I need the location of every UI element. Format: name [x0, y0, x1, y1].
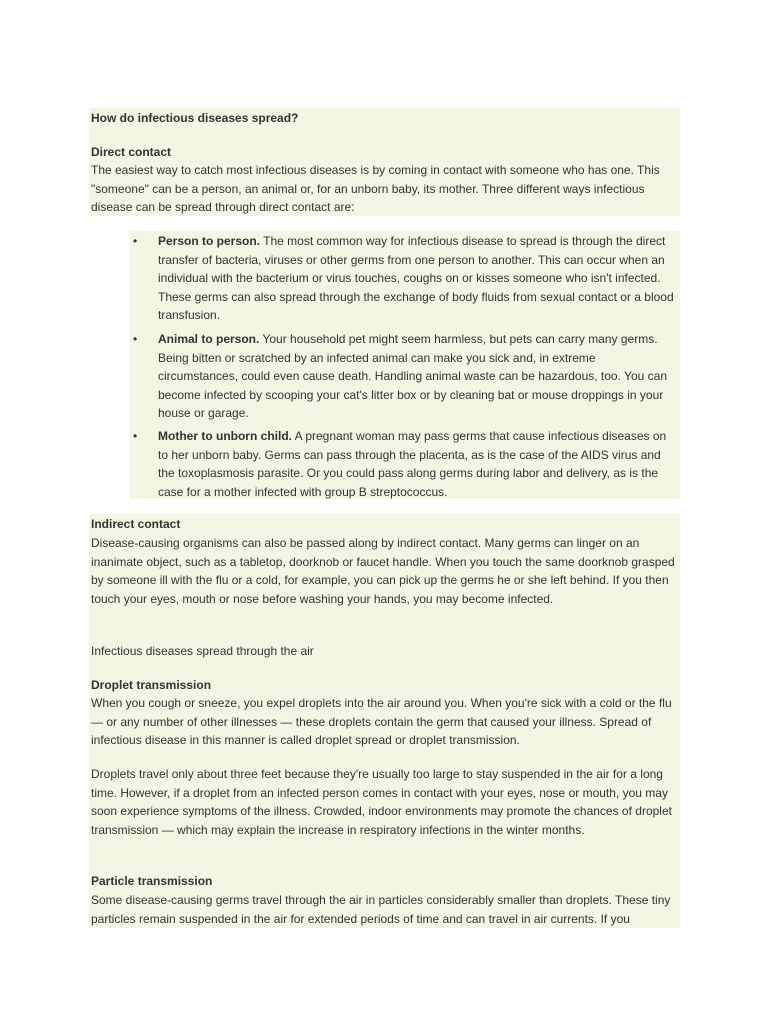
list-item-lead: Animal to person.	[158, 331, 260, 346]
list-item-text: The most common way for infectious disease to spread is through the direct transfer of bacteria, viruses or other germs from one person to another. This can occur when an individual with the bacterium or virus touches, coughs on or kisses someone who isn't infected. These germs can also spread through the exchange of body fluids from sexual contact or a blood transfusion.	[158, 234, 674, 323]
bullet-icon: •	[133, 331, 138, 346]
paragraph-indirect-contact: Disease-causing organisms can also be passed along by indirect contact. Many germs can linger on an inanimate object, such as a tabletop, doorknob or faucet handle. When you touch the same doorknob grasped by someone ill with the flu or a cold, for example, you can pick up the germs he or she left behind. If you then touch your eyes, mouth or nose before washing your hands, you may become infected.	[91, 536, 675, 606]
paragraph-droplet-1: When you cough or sneeze, you expel droplets into the air around you. When you're sick with a cold or the flu — or any number of other illnesses — these droplets contain the germ that caused your illness. Spread of infectious disease in this manner is called droplet spread or droplet transmission.	[91, 696, 672, 748]
heading-droplet-transmission: Droplet transmission	[91, 678, 212, 692]
list-item-text: A pregnant woman may pass germs that cause infectious diseases on to her unborn baby. Germs can pass through the placenta, as is the case of the AIDS virus and the toxoplasmosis parasite. Or you could pass along germs during labor and delivery, as is the case for a mother infected with group B streptococcus.	[158, 428, 667, 499]
list-item-text: Your household pet might seem harmless, but pets can carry many germs. Being bitten or scratched by an infected animal can make you sick and, in extreme circumstances, could even cause death. Handling animal waste can be hazardous, too. You can become infected by scooping your cat's litter box or by cleaning bat or mouse droppings in your house or garage.	[158, 331, 667, 421]
paragraph-droplet-2: Droplets travel only about three feet because they're usually too large to stay suspended in the air for a long time. However, if a droplet from an infected person comes in contact with your eyes, nose or mouth, you may soon experience symptoms of the illness. Crowded, indoor environments may promote the chances of droplet transmission — which may explain the increase in respiratory infections in the winter months.	[91, 767, 672, 837]
direct-contact-list	[130, 232, 675, 501]
list-item-animal-to-person	[130, 330, 675, 423]
paragraph-particle: Some disease-causing germs travel through the air in particles considerably smaller than droplets. These tiny particles remain suspended in the air for extended periods of time and can travel in air currents. If you	[91, 893, 671, 926]
section-intro-air: Infectious diseases spread through the air	[91, 644, 314, 658]
list-item-person-to-person	[130, 232, 675, 325]
list-item-lead: Mother to unborn child.	[158, 428, 292, 443]
heading-indirect-contact: Indirect contact	[91, 517, 181, 531]
bullet-icon: •	[133, 428, 138, 443]
list-item-mother-to-unborn-child	[130, 427, 675, 501]
heading-direct-contact: Direct contact	[91, 145, 172, 159]
paragraph-direct-contact: The easiest way to catch most infectious diseases is by coming in contact with someone who has one. This "someone" can be a person, an animal or, for an unborn baby, its mother. Three different ways infectious disease can be spread through direct contact are:	[91, 163, 660, 215]
list-item-lead: Person to person.	[158, 234, 261, 248]
heading-particle-transmission: Particle transmission	[91, 874, 213, 888]
bullet-icon: •	[133, 234, 138, 248]
document-title: How do infectious diseases spread?	[91, 111, 299, 125]
